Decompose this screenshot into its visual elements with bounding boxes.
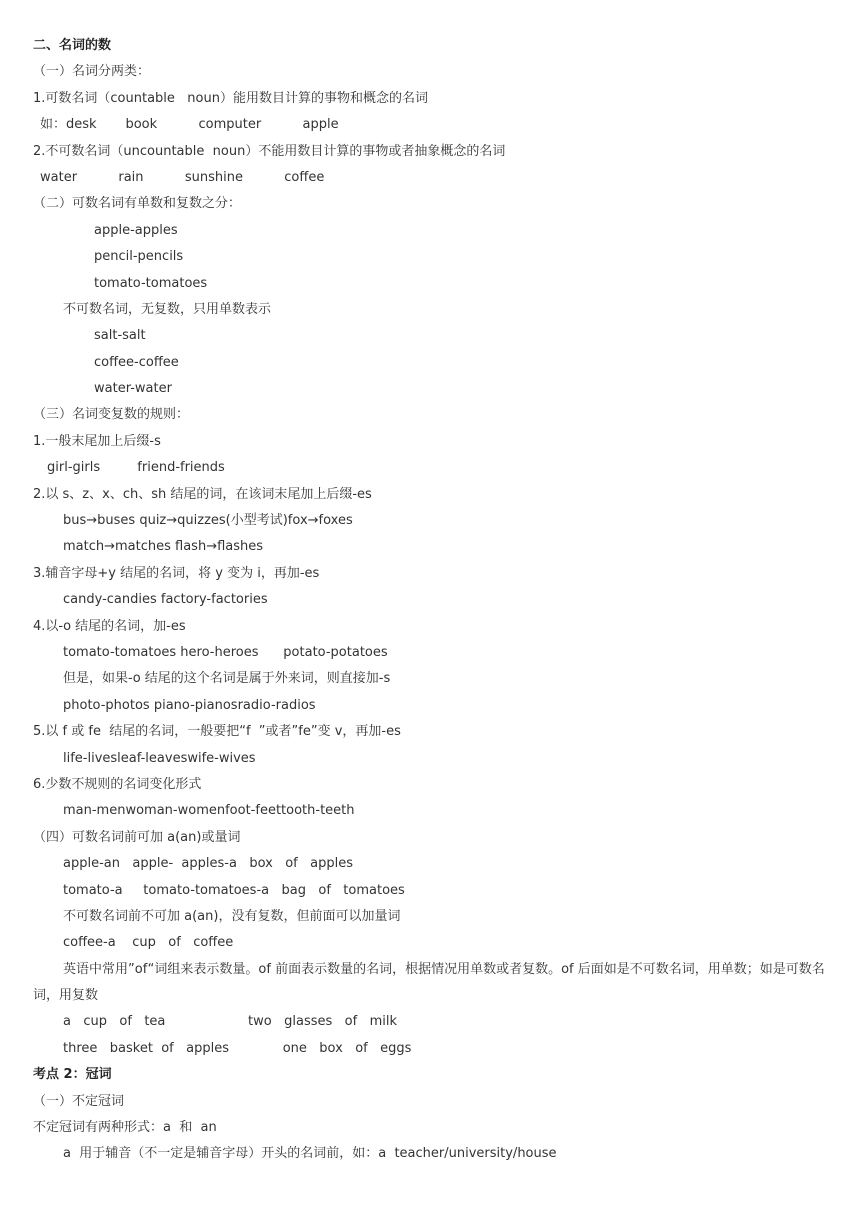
example-line: three basket of apples one box of eggs	[63, 1040, 412, 1056]
paragraph: 2.不可数名词（uncountable noun）不能用数目计算的事物或者抽象概念的名词	[33, 143, 506, 159]
paragraph: 1.可数名词（countable noun）能用数目计算的事物和概念的名词	[33, 90, 428, 106]
subheading: （一）名词分两类：	[33, 64, 151, 80]
paragraph: 不可数名词前不可加 a(an)，没有复数，但前面可以加量词	[63, 908, 401, 924]
paragraph-wrapped: 英语中常用”of“词组来表示数量。of 前面表示数量的名词，根据情况用单数或者复数。of 后面如是不可数名词，用单数；如是可数名词，用复数	[33, 961, 825, 1004]
example-line: match→matches flash→flashes	[63, 539, 264, 555]
example-line: tomato-a tomato-tomatoes-a bag of tomatoes	[63, 882, 405, 898]
example-line: man-menwoman-womenfoot-feettooth-teeth	[63, 803, 355, 819]
rule-item: 1.一般末尾加上后缀-s	[33, 433, 161, 449]
subheading: （二）可数名词有单数和复数之分：	[33, 196, 242, 212]
subheading: （三）名词变复数的规则：	[33, 407, 190, 423]
example-line: 如：desk book computer apple	[40, 117, 339, 133]
rule-item: 5.以 f 或 fe 结尾的名词，一般要把“f ”或者”fe”变 v，再加-es	[33, 724, 401, 740]
example-line: apple-apples	[94, 222, 178, 238]
example-line: photo-photos piano-pianosradio-radios	[63, 697, 316, 713]
example-line: candy-candies factory-factories	[63, 592, 268, 608]
rule-item: 2.以 s、z、x、ch、sh 结尾的词，在该词末尾加上后缀-es	[33, 486, 372, 502]
subheading: （一）不定冠词	[33, 1093, 125, 1109]
example-line: water rain sunshine coffee	[40, 169, 325, 185]
section-heading: 考点 2：冠词	[33, 1067, 112, 1083]
document-body	[33, 33, 833, 1168]
example-line: a cup of tea two glasses of milk	[63, 1014, 398, 1030]
paragraph: 但是，如果-o 结尾的这个名词是属于外来词，则直接加-s	[63, 671, 391, 687]
paragraph: a 用于辅音（不一定是辅音字母）开头的名词前，如：a teacher/university/house	[63, 1146, 557, 1162]
example-line: apple-an apple- apples-a box of apples	[63, 856, 353, 872]
example-line: tomato-tomatoes	[94, 275, 208, 291]
example-line: girl-girls friend-friends	[47, 460, 225, 476]
section-heading: 二、名词的数	[33, 38, 112, 53]
example-line: salt-salt	[94, 328, 146, 344]
subheading: （四）可数名词前可加 a(an)或量词	[33, 829, 241, 845]
example-line: coffee-a cup of coffee	[63, 935, 234, 951]
paragraph: 不定冠词有两种形式：a 和 an	[33, 1120, 217, 1136]
paragraph: 不可数名词，无复数，只用单数表示	[63, 301, 272, 317]
example-line: pencil-pencils	[94, 249, 184, 265]
rule-item: 6.少数不规则的名词变化形式	[33, 776, 202, 792]
example-line: tomato-tomatoes hero-heroes potato-potatoes	[63, 644, 388, 660]
example-line: bus→buses quiz→quizzes(小型考试)fox→foxes	[63, 513, 353, 529]
rule-item: 4.以-o 结尾的名词，加-es	[33, 618, 186, 634]
rule-item: 3.辅音字母+y 结尾的名词，将 y 变为 i，再加-es	[33, 565, 320, 581]
example-line: coffee-coffee	[94, 354, 179, 370]
example-line: water-water	[94, 381, 172, 397]
example-line: life-livesleaf-leaveswife-wives	[63, 750, 256, 766]
